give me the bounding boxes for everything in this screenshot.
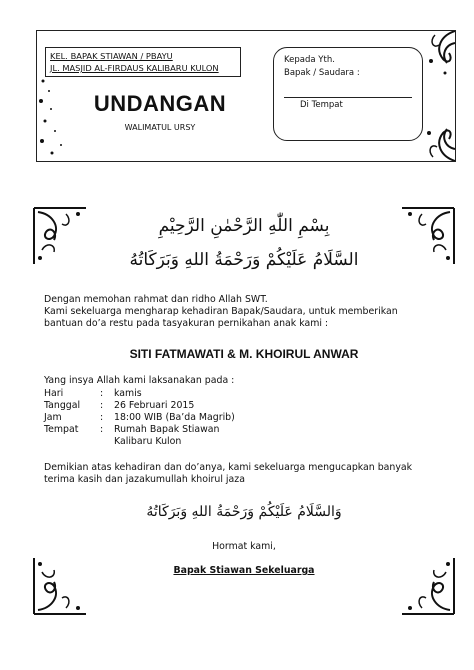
envelope-flourish-left — [37, 71, 77, 161]
detail-label: Tanggal — [44, 400, 81, 411]
detail-label: Hari — [44, 388, 64, 399]
recipient-place: Di Tempat — [300, 100, 343, 110]
detail-colon: : — [100, 400, 104, 411]
family-signature: Bapak Stiawan Sekeluarga — [173, 565, 315, 576]
envelope-ornament-bottom-right — [415, 111, 455, 161]
detail-label: Jam — [44, 412, 62, 423]
closing-line-1: Demikian atas kehadiran dan do’anya, kami sekeluarga mengucapkan banyak — [44, 462, 413, 473]
detail-colon: : — [100, 388, 104, 399]
closing-paragraph — [44, 462, 444, 486]
detail-row-day — [44, 388, 235, 400]
detail-label — [44, 436, 100, 448]
detail-value: 26 Februari 2015 — [114, 400, 195, 411]
recipient-blank-line — [284, 97, 412, 98]
intro-line-1: Dengan memohan rahmat dan ridho Allah SWT. — [44, 294, 268, 305]
detail-row-place-cont — [44, 436, 235, 448]
envelope-ornament-top-right — [415, 31, 455, 81]
envelope-subtitle: WALIMATUL URSY — [124, 123, 196, 132]
recipient-box — [273, 47, 423, 141]
detail-value: kamis — [114, 388, 142, 399]
sender-name: KEL. BAPAK STIAWAN / PBAYU — [50, 51, 173, 61]
detail-colon: : — [100, 424, 104, 435]
detail-value: Rumah Bapak Stiawan — [114, 424, 220, 435]
intro-paragraph — [44, 294, 444, 330]
wassalam-calligraphy: وَالسَّلَامُ عَلَيْكُمْ وَرَحْمَةُ اللهِ وَبَرَكَاتُهُ — [146, 504, 342, 520]
regards-text: Hormat kami, — [212, 541, 276, 552]
detail-value: 18:00 WIB (Ba’da Magrib) — [114, 412, 235, 423]
event-intro: Yang insya Allah kami laksanakan pada : — [44, 375, 235, 386]
intro-line-2: Kami sekeluarga mengharap kehadiran Bapak/Saudara, untuk memberikan — [44, 306, 398, 317]
detail-label: Tempat — [44, 424, 79, 435]
intro-line-3: bantuan do’a restu pada tasyakuran pernikahan anak kami : — [44, 318, 329, 329]
sender-address: JL. MASJID AL-FIRDAUS KALIBARU KULON — [50, 63, 219, 73]
recipient-label: Bapak / Saudara : — [284, 68, 360, 78]
detail-row-place — [44, 424, 235, 436]
recipient-salutation: Kepada Yth. — [284, 55, 335, 65]
detail-row-date — [44, 400, 235, 412]
detail-value: Kalibaru Kulon — [114, 436, 182, 447]
event-details — [44, 388, 235, 448]
closing-line-2: terima kasih dan jazakumullah khoirul jaza — [44, 474, 245, 485]
envelope-title: UNDANGAN — [93, 91, 227, 116]
envelope-card — [36, 30, 456, 162]
detail-colon: : — [100, 412, 104, 423]
salam-calligraphy: السَّلَامُ عَلَيْكُمْ وَرَحْمَةُ اللهِ وَبَرَكَاتُهُ — [129, 250, 359, 270]
couple-names: SITI FATMAWATI & M. KHOIRUL ANWAR — [129, 347, 359, 361]
invitation-card — [36, 206, 452, 616]
bismillah-calligraphy: بِسْمِ اللّٰهِ الرَّحْمٰنِ الرَّحِيْمِ — [158, 216, 330, 236]
detail-row-time — [44, 412, 235, 424]
